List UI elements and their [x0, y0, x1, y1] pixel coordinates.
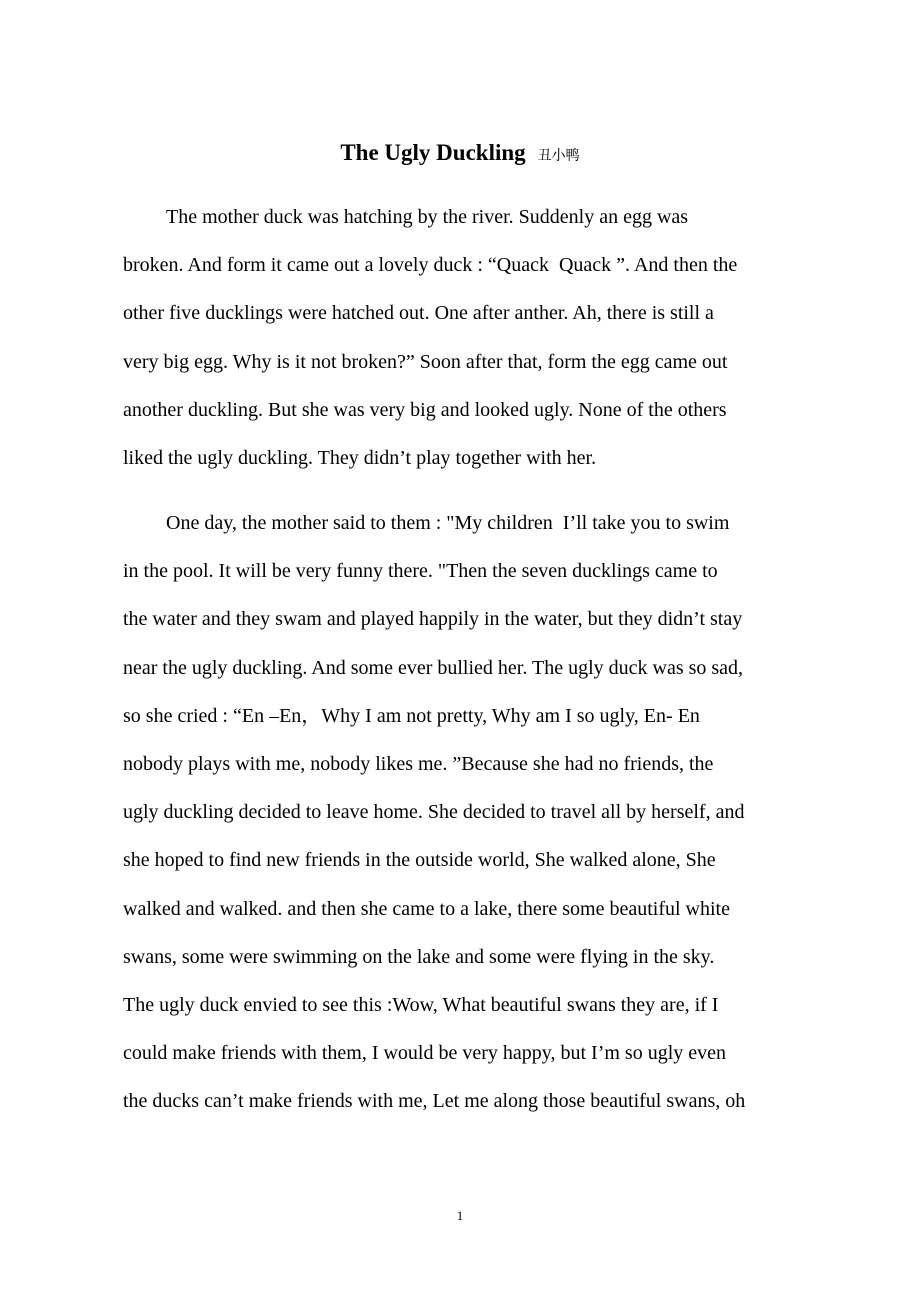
paragraph-line: nobody plays with me, nobody likes me. ”Because she had no friends, the: [123, 752, 714, 775]
paragraph-line: ugly duckling decided to leave home. She decided to travel all by herself, and: [123, 801, 745, 824]
paragraph-line: swans, some were swimming on the lake and some were flying in the sky.: [123, 945, 715, 968]
paragraph-line: the water and they swam and played happily in the water, but they didn’t stay: [123, 608, 743, 631]
paragraph-line: walked and walked. and then she came to a lake, there some beautiful white: [123, 897, 730, 920]
paragraph-1: [123, 193, 803, 482]
paragraph-line: so she cried : “En –En，Why I am not pretty, Why am I so ugly, En- En: [123, 704, 700, 727]
page-number: 1: [456, 1208, 464, 1223]
paragraph-line: another duckling. But she was very big and looked ugly. None of the others: [123, 398, 727, 421]
paragraph-line: liked the ugly duckling. They didn’t play together with her.: [123, 446, 597, 469]
paragraph-2: [123, 499, 803, 1125]
paragraph-line: The ugly duck envied to see this :Wow, What beautiful swans they are, if I: [123, 993, 719, 1016]
document-title: [0, 138, 920, 171]
paragraph-line: could make friends with them, I would be very happy, but I’m so ugly even: [123, 1042, 727, 1065]
paragraph-line: she hoped to find new friends in the outside world, She walked alone, She: [123, 849, 716, 872]
title-english: The Ugly Duckling: [340, 140, 526, 165]
paragraph-line: the ducks can’t make friends with me, Let me along those beautiful swans, oh: [123, 1090, 746, 1113]
title-chinese: 丑小鸭: [537, 148, 580, 164]
paragraph-line: One day, the mother said to them : "My children I’ll take you to swim: [166, 512, 730, 534]
paragraph-line: The mother duck was hatching by the river. Suddenly an egg was: [166, 206, 689, 228]
paragraph-line: other five ducklings were hatched out. One after anther. Ah, there is still a: [123, 302, 714, 325]
paragraph-line: in the pool. It will be very funny there. "Then the seven ducklings came to: [123, 560, 718, 583]
paragraph-line: near the ugly duckling. And some ever bullied her. The ugly duck was so sad,: [123, 656, 744, 679]
paragraph-line: very big egg. Why is it not broken?” Soon after that, form the egg came out: [123, 350, 728, 373]
paragraph-line: broken. And form it came out a lovely duck : “Quack Quack ”. And then the: [123, 254, 738, 277]
